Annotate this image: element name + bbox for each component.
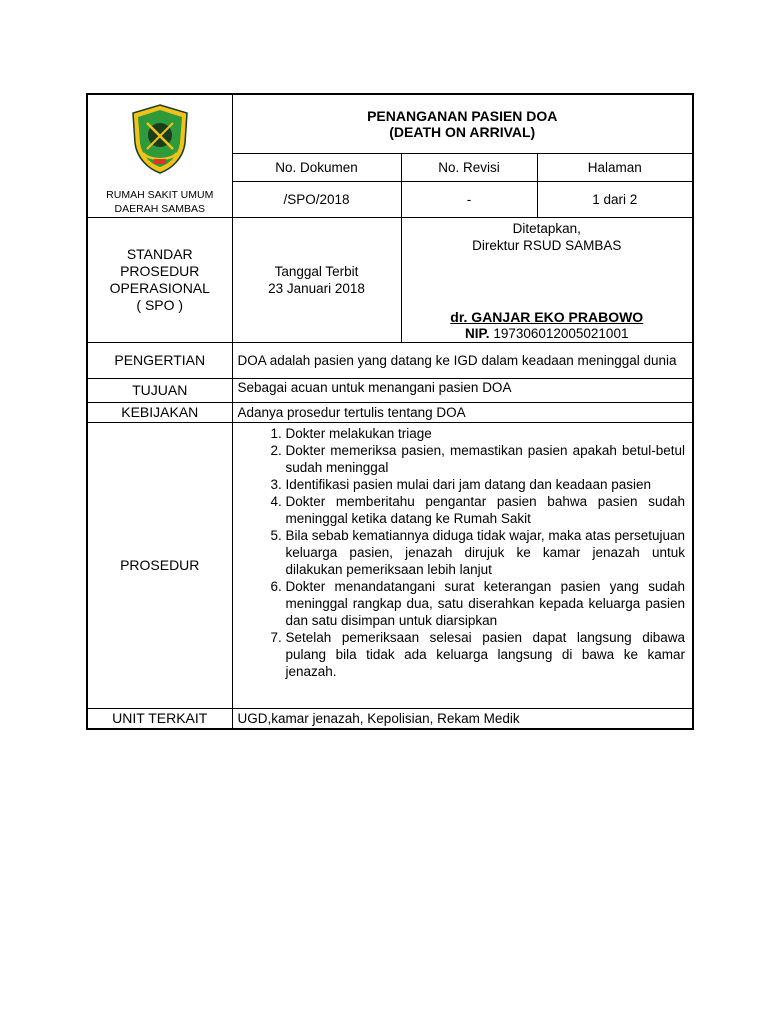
spo-label-cell [87,218,232,343]
unit-label: UNIT TERKAIT [87,709,232,729]
spo-document [86,93,692,730]
revision-value: - [401,181,537,217]
hospital-logo-cell [87,94,232,218]
prosedur-label: PROSEDUR [87,423,232,709]
tujuan-text: Sebagai acuan untuk menangani pasien DOA [232,379,693,403]
prosedur-step: 1. Dokter melakukan triage [286,425,688,442]
prosedur-step: 5. Bila sebab kematiannya diduga tidak wajar, maka atas persetujuan keluarga pasien, jenazah dirujuk ke kamar jenazah untuk dilakukan pemeriksaan lebih lanjut [286,527,688,578]
doc-no-value: /SPO/2018 [232,181,401,217]
director-title: Direktur RSUD SAMBAS [472,238,622,253]
kebijakan-label: KEBIJAKAN [87,403,232,423]
document-title: PENANGANAN PASIEN DOA [367,108,558,125]
signatory-name: dr. GANJAR EKO PRABOWO [450,309,644,325]
spo-label-line3: OPERASIONAL [109,280,210,296]
tujuan-label: TUJUAN [87,379,232,403]
issued-cell [232,218,401,343]
spo-label-line4: ( SPO ) [136,297,184,313]
revision-label: No. Revisi [401,154,537,182]
document-subtitle: (DEATH ON ARRIVAL) [389,124,536,141]
prosedur-steps-cell [232,423,693,709]
issued-label: Tanggal Terbit [274,264,359,279]
hospital-name-line2: DAERAH SAMBAS [114,203,205,215]
prosedur-list [238,425,688,680]
nip-label: NIP. [465,326,490,341]
issued-date: 23 Januari 2018 [268,281,365,296]
signatory-nip [402,325,693,342]
spo-table [86,93,694,730]
spo-label-line1: STANDAR [126,246,193,262]
document-title-cell [232,94,693,154]
page-label: Halaman [537,154,693,182]
prosedur-step: 7. Setelah pemeriksaan selesai pasien dapat langsung dibawa pulang bila tidak ada keluarga langsung di bawa ke kamar jenazah. [286,629,688,680]
hospital-emblem-icon [129,103,191,175]
page-value: 1 dari 2 [537,181,693,217]
established-text: Ditetapkan, [512,221,581,236]
kebijakan-text: Adanya prosedur tertulis tentang DOA [232,403,693,423]
pengertian-label: PENGERTIAN [87,343,232,379]
prosedur-step: 2. Dokter memeriksa pasien, memastikan pasien apakah betul-betul sudah meninggal [286,442,688,476]
hospital-name-line1: RUMAH SAKIT UMUM [106,189,214,201]
pengertian-text: DOA adalah pasien yang datang ke IGD dalam keadaan meninggal dunia [232,343,693,379]
signature-cell [401,218,693,343]
prosedur-step: 6. Dokter menandatangani surat keterangan pasien yang sudah meninggal rangkap dua, satu diserahkan kepada keluarga pasien dan satu disimpan untuk diarsipkan [286,578,688,629]
unit-text: UGD,kamar jenazah, Kepolisian, Rekam Medik [232,709,693,729]
prosedur-step: 4. Dokter memberitahu pengantar pasien bahwa pasien sudah meninggal ketika datang ke Rumah Sakit [286,493,688,527]
doc-no-label: No. Dokumen [232,154,401,182]
spo-label-line2: PROSEDUR [120,263,200,279]
nip-value: 197306012005021001 [493,326,629,341]
prosedur-step: 3. Identifikasi pasien mulai dari jam datang dan keadaan pasien [286,476,688,493]
